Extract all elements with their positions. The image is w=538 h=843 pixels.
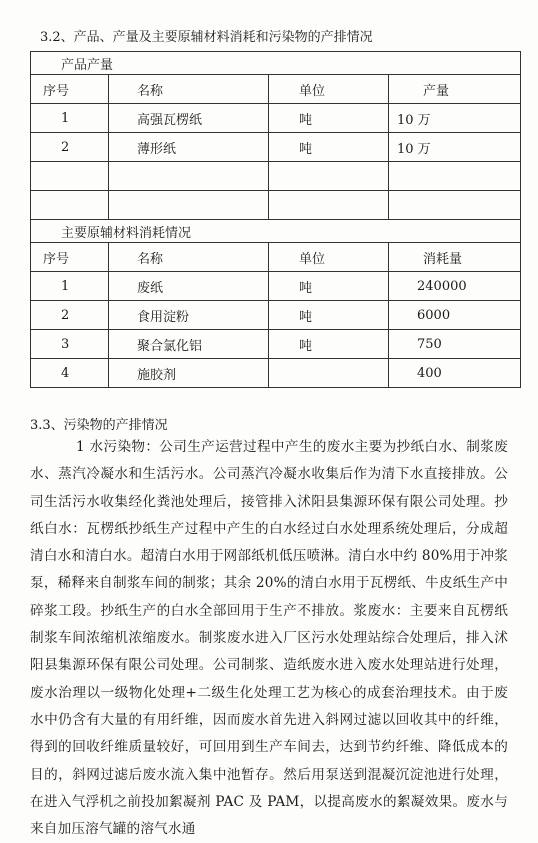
cell: 食用淀粉: [109, 301, 269, 330]
table-row: [31, 359, 521, 388]
cell: 废纸: [109, 272, 269, 301]
paragraph-text: 1 水污染物：公司生产运营过程中产生的废水主要为抄纸白水、制浆废水、蒸汽冷凝水和生活污水。公司蒸汽冷凝水收集后作为清下水直接排放。公司生活污水收集经化粪池处理后，接管排入沭阳县集源环保有限公司处理。抄纸白水：瓦楞纸抄纸生产过程中产生的白水经过白水处理系统处理后，分成超清白水和清白水。超清白水用于网部纸机低压喷淋。清白水中约 80%用于冲浆泵，稀释来自制浆车间的制浆；其余 20%的清白水用于瓦楞纸、牛皮纸生产中碎浆工段。抄纸生产的白水全部回用于生产不排放。浆废水：主要来自瓦楞纸制浆车间浓缩机浓缩废水。制浆废水进入厂区污水处理站综合处理后，排入沭阳县集源环保有限公司处理。公司制浆、造纸废水进入废水处理站进行处理，废水治理以一级物化处理+二级生化处理工艺为核心的成套治理技术。由于废水中仍含有大量的有用纤维，因而废水首先进入斜网过滤以回收其中的纤维，得到的回收纤维质量较好，可回用到生产车间去，达到节约纤维、降低成本的目的，斜网过滤后废水流入集中池暂存。然后用泵送到混凝沉淀池进行处理，在进入气浮机之前投加絮凝剂 PAC 及 PAM，以提高废水的絮凝效果。废水与来自加压溶气罐的溶气水通: [30, 439, 508, 838]
cell: 吨: [269, 104, 389, 133]
cell: 1: [31, 104, 109, 133]
cell: [109, 162, 269, 191]
cell: 400: [389, 359, 521, 388]
table-header-row: [31, 75, 521, 104]
cell: 薄形纸: [109, 133, 269, 162]
cell: 2: [31, 133, 109, 162]
product-table: [30, 51, 521, 388]
table-header-row: [31, 243, 521, 272]
cell: [269, 359, 389, 388]
header-cell: 单位: [269, 243, 389, 272]
cell: 吨: [269, 133, 389, 162]
header-cell: 单位: [269, 75, 389, 104]
header-cell: 产量: [389, 75, 521, 104]
cell: 6000: [389, 301, 521, 330]
table-row: [31, 272, 521, 301]
cell: 10 万: [389, 104, 521, 133]
cell: 4: [31, 359, 109, 388]
cell: [269, 162, 389, 191]
cell: [31, 191, 109, 220]
table-row: [31, 162, 521, 191]
header-cell: 序号: [31, 75, 109, 104]
header-cell: 消耗量: [389, 243, 521, 272]
header-cell: 名称: [109, 75, 269, 104]
cell: 10 万: [389, 133, 521, 162]
header-cell: 序号: [31, 243, 109, 272]
cell: [31, 162, 109, 191]
table-row: [31, 191, 521, 220]
material-table-caption: 主要原辅材料消耗情况: [31, 220, 521, 243]
cell: 吨: [269, 330, 389, 359]
table-row: [31, 104, 521, 133]
cell: 吨: [269, 272, 389, 301]
section-33-title: 3.3、污染物的产排情况: [30, 418, 168, 433]
header-cell: 名称: [109, 243, 269, 272]
cell: 高强瓦楞纸: [109, 104, 269, 133]
table-row: [31, 133, 521, 162]
cell: 1: [31, 272, 109, 301]
cell: 聚合氯化铝: [109, 330, 269, 359]
cell: [269, 191, 389, 220]
cell: 3: [31, 330, 109, 359]
cell: [389, 162, 521, 191]
product-table-caption: 产品产量: [31, 52, 521, 75]
cell: 吨: [269, 301, 389, 330]
cell: 750: [389, 330, 521, 359]
cell: 施胶剂: [109, 359, 269, 388]
cell: [109, 191, 269, 220]
body-paragraph: [30, 434, 508, 843]
cell: [389, 191, 521, 220]
section-32-title: 3.2、产品、产量及主要原辅材料消耗和污染物的产排情况: [40, 30, 373, 45]
table-row: [31, 330, 521, 359]
table-row: [31, 301, 521, 330]
cell: 240000: [389, 272, 521, 301]
cell: 2: [31, 301, 109, 330]
